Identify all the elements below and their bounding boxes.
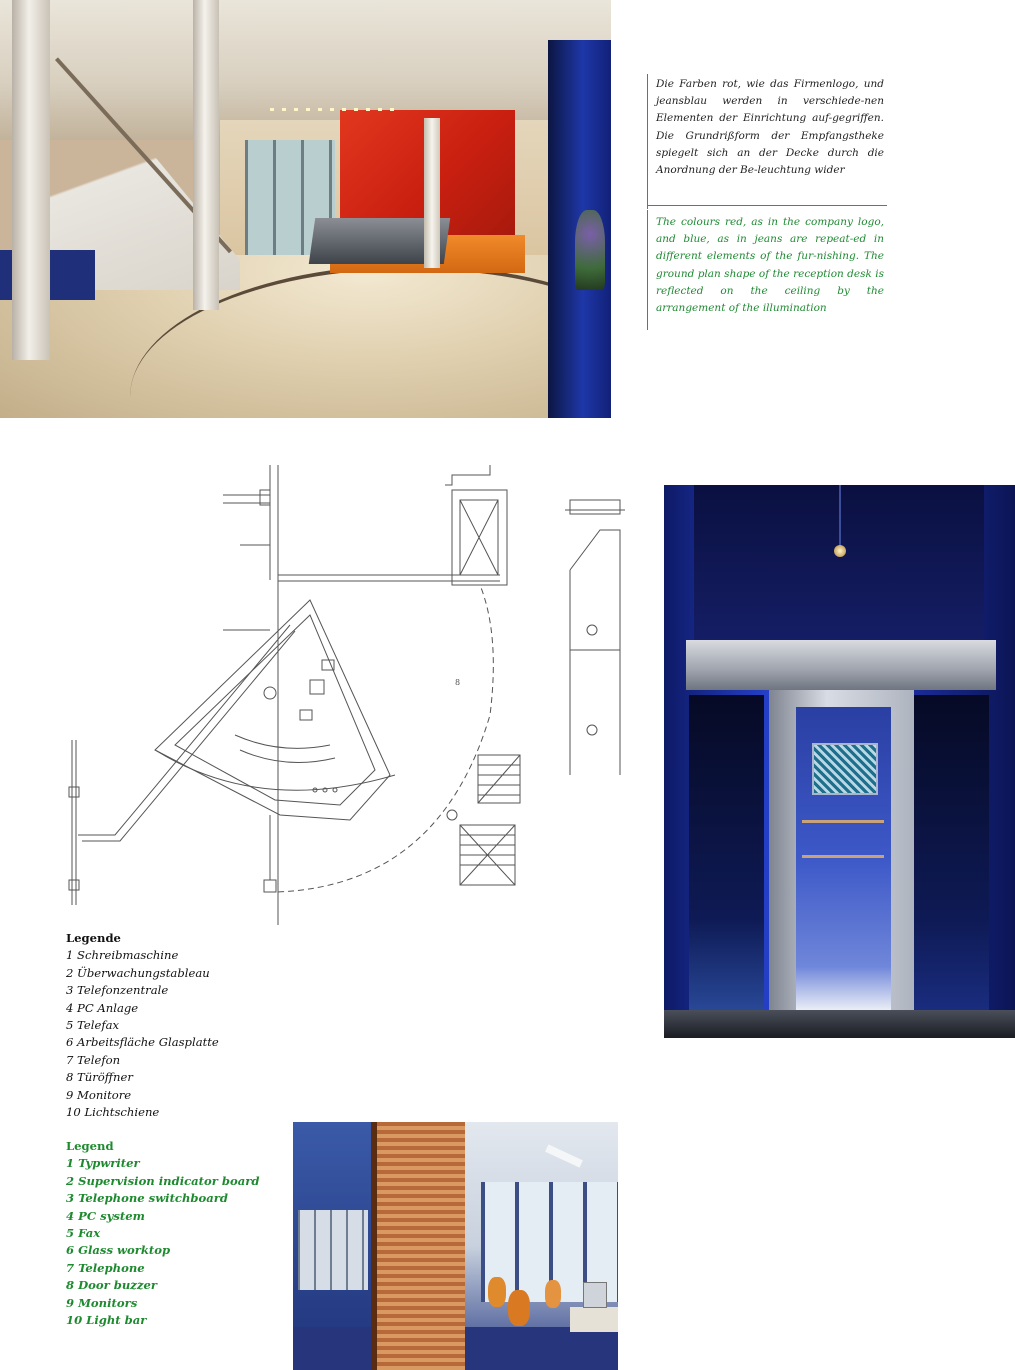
- legend-item: 4 PC Anlage: [66, 1000, 139, 1015]
- legend-item: 6 Glass worktop: [66, 1243, 171, 1258]
- svg-text:8: 8: [455, 678, 461, 687]
- legend-item: 2 Überwachungstableau: [66, 965, 210, 980]
- legend-item: 9 Monitore: [66, 1087, 132, 1102]
- legend-english: [66, 1138, 296, 1329]
- office-photo: [293, 1122, 618, 1370]
- legend-item: 5 Fax: [66, 1226, 101, 1241]
- legend-item: 7 Telephone: [66, 1260, 145, 1275]
- legend-item: 10 Lichtschiene: [66, 1105, 160, 1120]
- legend-item: 8 Door buzzer: [66, 1278, 157, 1293]
- legend-german: [66, 930, 286, 1121]
- legend-item: 7 Telefon: [66, 1052, 121, 1067]
- caption-divider: [647, 205, 887, 206]
- caption-rule: [647, 74, 648, 209]
- caption-rule: [647, 210, 648, 330]
- legend-item: 3 Telephone switchboard: [66, 1191, 228, 1206]
- caption-german: Die Farben rot, wie das Firmenlogo, und jeansblau werden in verschiede-nen Elementen der Einrichtung auf-gegriffen. Die Grundrißform der Empfangstheke spiegelt sich an der Decke durch die Anordnung der Be-leuchtung wider: [656, 78, 884, 177]
- legend-title: Legende: [66, 931, 121, 945]
- legend-item: 1 Typwriter: [66, 1156, 140, 1171]
- floor-plan-drawing: [60, 455, 630, 925]
- caption-english: The colours red, as in the company logo, and blue, as in jeans are repeat-ed in different elements of the fur-nishing. The ground plan shape of the reception desk is reflected on the ceiling by the arrangement of the illumination: [656, 216, 884, 315]
- legend-item: 5 Telefax: [66, 1018, 120, 1033]
- legend-item: 8 Türöffner: [66, 1070, 133, 1085]
- legend-item: 4 PC system: [66, 1208, 145, 1223]
- legend-item: 3 Telefonzentrale: [66, 983, 169, 998]
- legend-title: Legend: [66, 1139, 114, 1153]
- elevator-photo: [664, 485, 1015, 1038]
- legend-item: 6 Arbeitsfläche Glasplatte: [66, 1035, 219, 1050]
- lobby-photo: [0, 0, 611, 418]
- legend-item: 1 Schreibmaschine: [66, 948, 179, 963]
- legend-item: 2 Supervision indicator board: [66, 1173, 260, 1188]
- legend-item: 10 Light bar: [66, 1313, 147, 1328]
- legend-item: 9 Monitors: [66, 1295, 138, 1310]
